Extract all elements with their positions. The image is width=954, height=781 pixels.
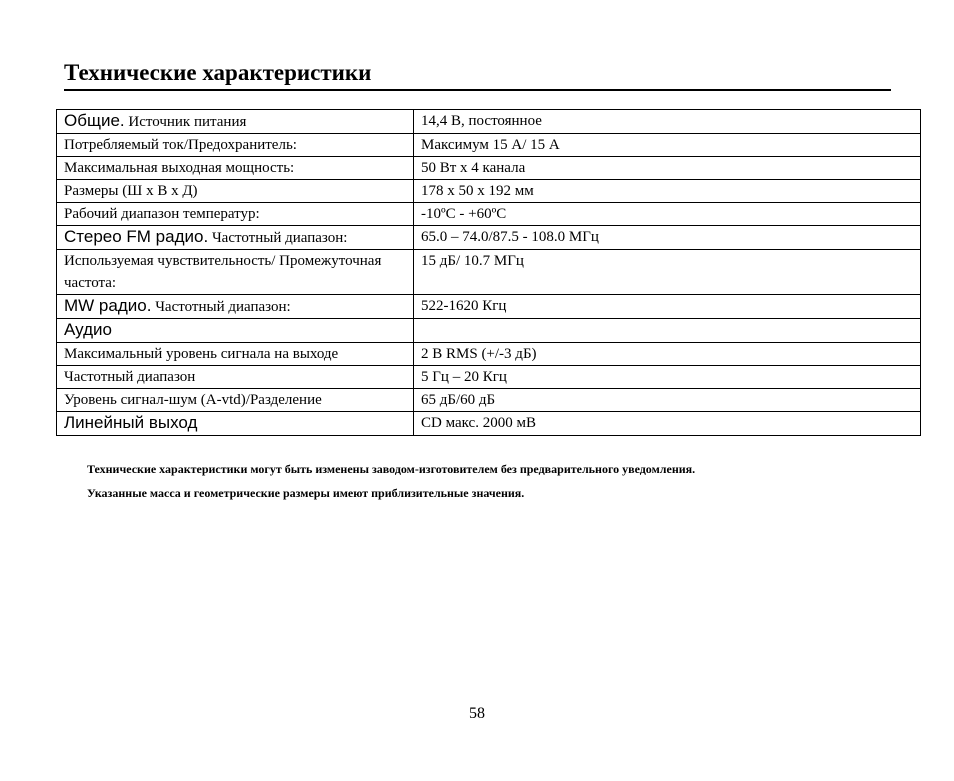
table-row (57, 343, 921, 366)
table-row (57, 110, 921, 134)
table-row (57, 319, 921, 343)
table-row (57, 412, 921, 436)
spec-label-cell (57, 412, 414, 436)
spec-label: Размеры (Ш x В x Д) (57, 180, 414, 203)
spec-value: 522-1620 Кгц (414, 295, 921, 319)
spec-label: Уровень сигнал-шум (A-vtd)/Разделение (57, 389, 414, 412)
spec-label: Источник питания (124, 114, 247, 130)
section-heading: Линейный выход (64, 413, 198, 432)
spec-label: Максимальная выходная мощность: (57, 157, 414, 180)
spec-label: Используемая чувствительность/ Промежуточная частота: (57, 250, 414, 295)
footnote-specs-change: Технические характеристики могут быть изменены заводом-изготовителем без предварительного уведомления. (87, 462, 696, 476)
page-number: 58 (469, 705, 485, 722)
spec-value: 50 Вт x 4 канала (414, 157, 921, 180)
spec-value: 15 дБ/ 10.7 МГц (414, 250, 921, 295)
page-title: Технические характеристики (64, 60, 372, 85)
spec-value: 2 В RMS (+/-3 дБ) (414, 343, 921, 366)
table-row (57, 250, 921, 295)
spec-value: 5 Гц – 20 Кгц (414, 366, 921, 389)
spec-label: Частотный диапазон: (151, 299, 291, 315)
spec-label: Потребляемый ток/Предохранитель: (57, 134, 414, 157)
spec-label: Частотный диапазон (57, 366, 414, 389)
table-row (57, 389, 921, 412)
title-divider (64, 89, 891, 91)
table-row (57, 203, 921, 226)
table-row (57, 180, 921, 203)
spec-value: -10ºC - +60ºC (414, 203, 921, 226)
specifications-table (56, 109, 921, 436)
spec-value: 65 дБ/60 дБ (414, 389, 921, 412)
footnote-approximate-values: Указанные масса и геометрические размеры имеют приблизительные значения. (87, 486, 525, 500)
spec-value-empty (414, 319, 921, 343)
section-heading: Стерео FM радио. (64, 227, 209, 246)
spec-value: 178 x 50 x 192 мм (414, 180, 921, 203)
footnotes (87, 457, 695, 505)
spec-label-cell (57, 110, 414, 134)
spec-label: Частотный диапазон: (208, 230, 348, 246)
section-heading: Аудио (64, 320, 112, 339)
section-heading: MW радио. (64, 296, 152, 315)
spec-value: 14,4 В, постоянное (414, 110, 921, 134)
spec-value: CD макс. 2000 мВ (414, 412, 921, 436)
spec-value: 65.0 – 74.0/87.5 - 108.0 МГц (414, 226, 921, 250)
table-row (57, 157, 921, 180)
table-row (57, 295, 921, 319)
spec-label-cell (57, 319, 414, 343)
table-row (57, 226, 921, 250)
section-heading: Общие. (64, 111, 125, 130)
spec-label-cell (57, 226, 414, 250)
spec-label: Максимальный уровень сигнала на выходе (57, 343, 414, 366)
spec-label: Рабочий диапазон температур: (57, 203, 414, 226)
table-row (57, 134, 921, 157)
table-row (57, 366, 921, 389)
spec-label-cell (57, 295, 414, 319)
spec-value: Максимум 15 А/ 15 А (414, 134, 921, 157)
